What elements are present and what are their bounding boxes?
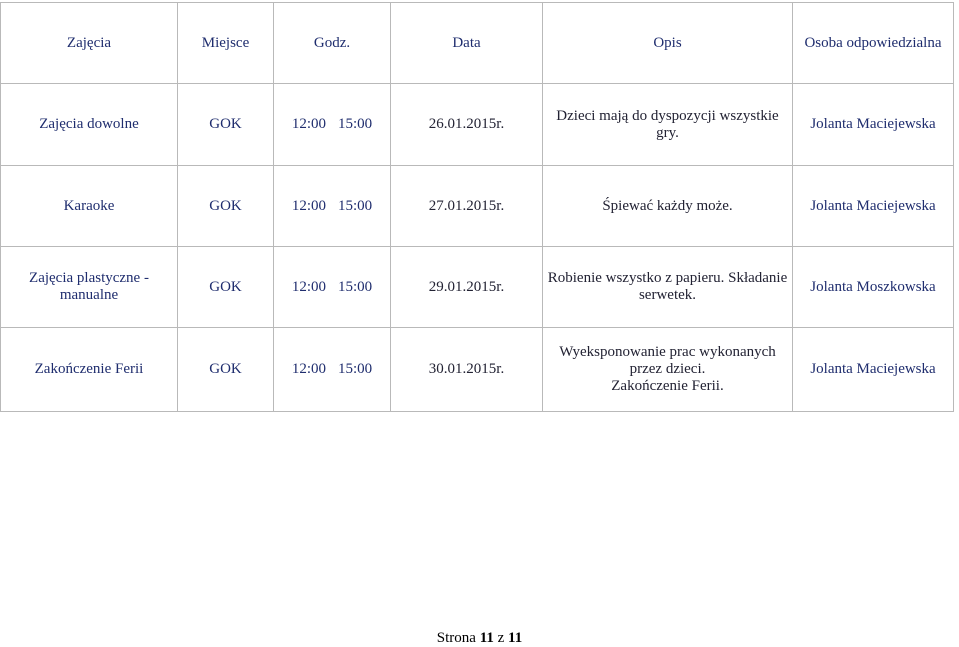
description-line: Wyeksponowanie prac wykonanych przez dzieci. — [559, 344, 776, 377]
time-end: 15:00 — [338, 361, 373, 377]
page-footer — [0, 630, 959, 647]
footer-prefix: Strona — [436, 630, 476, 646]
person-cell: Jolanta Maciejewska — [793, 166, 954, 247]
person-cell: Jolanta Moszkowska — [793, 247, 954, 328]
time-end: 15:00 — [338, 278, 373, 295]
date-cell: 27.01.2015r. — [391, 166, 543, 247]
table-row — [1, 84, 954, 166]
time-cell — [274, 328, 391, 412]
table-row — [1, 166, 954, 247]
table-row — [1, 247, 954, 328]
schedule-table — [0, 2, 954, 412]
place-cell: GOK — [178, 328, 274, 412]
header-date: Data — [391, 3, 543, 84]
place-cell: GOK — [178, 166, 274, 247]
time-cell — [274, 247, 391, 328]
time-cell — [274, 166, 391, 247]
time-end: 15:00 — [338, 116, 373, 132]
person-cell: Jolanta Maciejewska — [793, 84, 954, 166]
time-start: 12:00 — [291, 361, 326, 377]
time-end: 15:00 — [338, 197, 373, 214]
time-start: 12:00 — [291, 116, 326, 132]
description-cell — [543, 328, 793, 412]
header-row — [1, 3, 954, 84]
footer-page-total: 11 — [508, 630, 523, 646]
date-cell: 26.01.2015r. — [391, 84, 543, 166]
table-row — [1, 328, 954, 412]
activity-cell: Zajęcia plastyczne - manualne — [1, 247, 178, 328]
date-cell: 29.01.2015r. — [391, 247, 543, 328]
time-start: 12:00 — [291, 197, 326, 214]
time-cell — [274, 84, 391, 166]
activity-cell: Zakończenie Ferii — [1, 328, 178, 412]
header-place: Miejsce — [178, 3, 274, 84]
description-cell: Robienie wszystko z papieru. Składanie serwetek. — [543, 247, 793, 328]
activity-cell: Karaoke — [1, 166, 178, 247]
header-description: Opis — [543, 3, 793, 84]
place-cell: GOK — [178, 84, 274, 166]
activity-cell: Zajęcia dowolne — [1, 84, 178, 166]
description-line: Zakończenie Ferii. — [611, 378, 724, 394]
date-cell: 30.01.2015r. — [391, 328, 543, 412]
header-person: Osoba odpowiedzialna — [793, 3, 954, 84]
header-time: Godz. — [274, 3, 391, 84]
footer-page-number: 11 — [479, 630, 494, 646]
description-cell: Dzieci mają do dyspozycji wszystkie gry. — [543, 84, 793, 166]
description-cell: Śpiewać każdy może. — [543, 166, 793, 247]
footer-of: z — [497, 630, 505, 646]
person-cell: Jolanta Maciejewska — [793, 328, 954, 412]
time-start: 12:00 — [291, 278, 326, 295]
header-activity: Zajęcia — [1, 3, 178, 84]
place-cell: GOK — [178, 247, 274, 328]
